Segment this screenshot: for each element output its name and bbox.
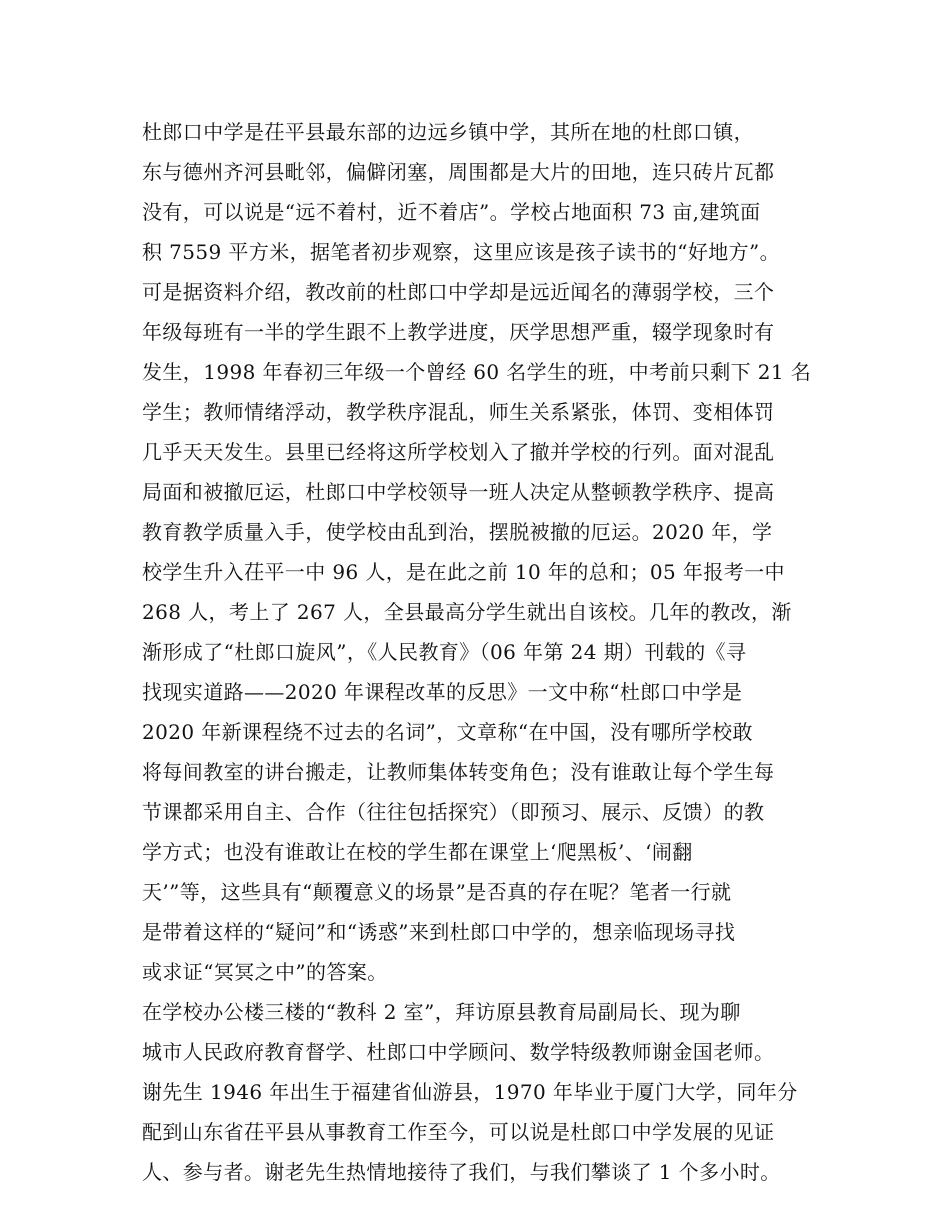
paragraph-1-line: 发生，1998 年春初三年级一个曾经 60 名学生的班，中考前只剩下 21 名: [142, 360, 812, 384]
paragraph-1-line: 东与德州齐河县毗邻，偏僻闭塞，周围都是大片的田地，连只砖片瓦都: [142, 160, 775, 184]
paragraph-1-line: 268 人，考上了 267 人，全县最高分学生就出自该校。几年的教改，渐: [142, 600, 792, 624]
paragraph-1-line: 将每间教室的讲台搬走，让教师集体转变角色；没有谁敢让每个学生每: [142, 760, 775, 784]
paragraph-1-line: 教育教学质量入手，使学校由乱到治，摆脱被撤的厄运。2020 年，学: [142, 520, 773, 544]
paragraph-1-line: 校学生升入茌平一中 96 人，是在此之前 10 年的总和；05 年报考一中: [142, 560, 785, 584]
article-body: [142, 112, 832, 1192]
paragraph-1-line: 局面和被撤厄运，杜郎口中学校领导一班人决定从整顿教学秩序、提高: [142, 480, 775, 504]
paragraph-1-line: 杜郎口中学是茌平县最东部的边远乡镇中学，其所在地的杜郎口镇，: [142, 120, 754, 144]
paragraph-2-line: 城市人民政府教育督学、杜郎口中学顾问、数学特级教师谢金国老师。: [142, 1040, 775, 1064]
paragraph-1-line: 或求证“冥冥之中”的答案。: [142, 960, 388, 984]
paragraph-1-line: 年级每班有一半的学生跟不上教学进度，厌学思想严重，辍学现象时有: [142, 320, 775, 344]
paragraph-1-line: 可是据资料介绍，教改前的杜郎口中学却是远近闻名的薄弱学校，三个: [142, 280, 775, 304]
paragraph-1-line: 渐形成了“杜郎口旋风”，《人民教育》（06 年第 24 期）刊载的《寻: [142, 640, 747, 664]
paragraph-1-line: 找现实道路——2020 年课程改革的反思》一文中称“杜郎口中学是: [142, 680, 743, 704]
paragraph-1-line: 是带着这样的“疑问”和“诱惑”来到杜郎口中学的，想亲临现场寻找: [142, 920, 736, 944]
paragraph-1-line: 2020 年新课程绕不过去的名词”，文章称“在中国，没有哪所学校敢: [142, 720, 753, 744]
paragraph-1-line: 几乎天天发生。县里已经将这所学校划入了撤并学校的行列。面对混乱: [142, 440, 775, 464]
paragraph-1-line: 没有，可以说是“远不着村，近不着店”。学校占地面积 73 亩,建筑面: [142, 200, 761, 224]
paragraph-1-line: 天’”等，这些具有“颠覆意义的场景”是否真的存在呢？笔者一行就: [142, 880, 732, 904]
paragraph-2-line: 配到山东省茌平县从事教育工作至今，可以说是杜郎口中学发展的见证: [142, 1120, 775, 1144]
paragraph-1-line: 节课都采用自主、合作（往往包括探究）（即预习、展示、反馈）的教: [142, 800, 765, 824]
paragraph-1-line: 积 7559 平方米，据笔者初步观察，这里应该是孩子读书的“好地方”。: [142, 240, 781, 264]
paragraph-2-line: 谢先生 1946 年出生于福建省仙游县，1970 年毕业于厦门大学，同年分: [142, 1080, 798, 1104]
paragraph-1-line: 学方式；也没有谁敢让在校的学生都在课堂上‘爬黑板’、‘闹翻: [142, 840, 693, 864]
paragraph-2-line: 在学校办公楼三楼的“教科 2 室”，拜访原县教育局副局长、现为聊: [142, 1000, 741, 1024]
paragraph-1-line: 学生；教师情绪浮动，教学秩序混乱，师生关系紧张，体罚、变相体罚: [142, 400, 775, 424]
paragraph-2-line: 人、参与者。谢老先生热情地接待了我们，与我们攀谈了 1 个多小时。: [142, 1160, 781, 1184]
